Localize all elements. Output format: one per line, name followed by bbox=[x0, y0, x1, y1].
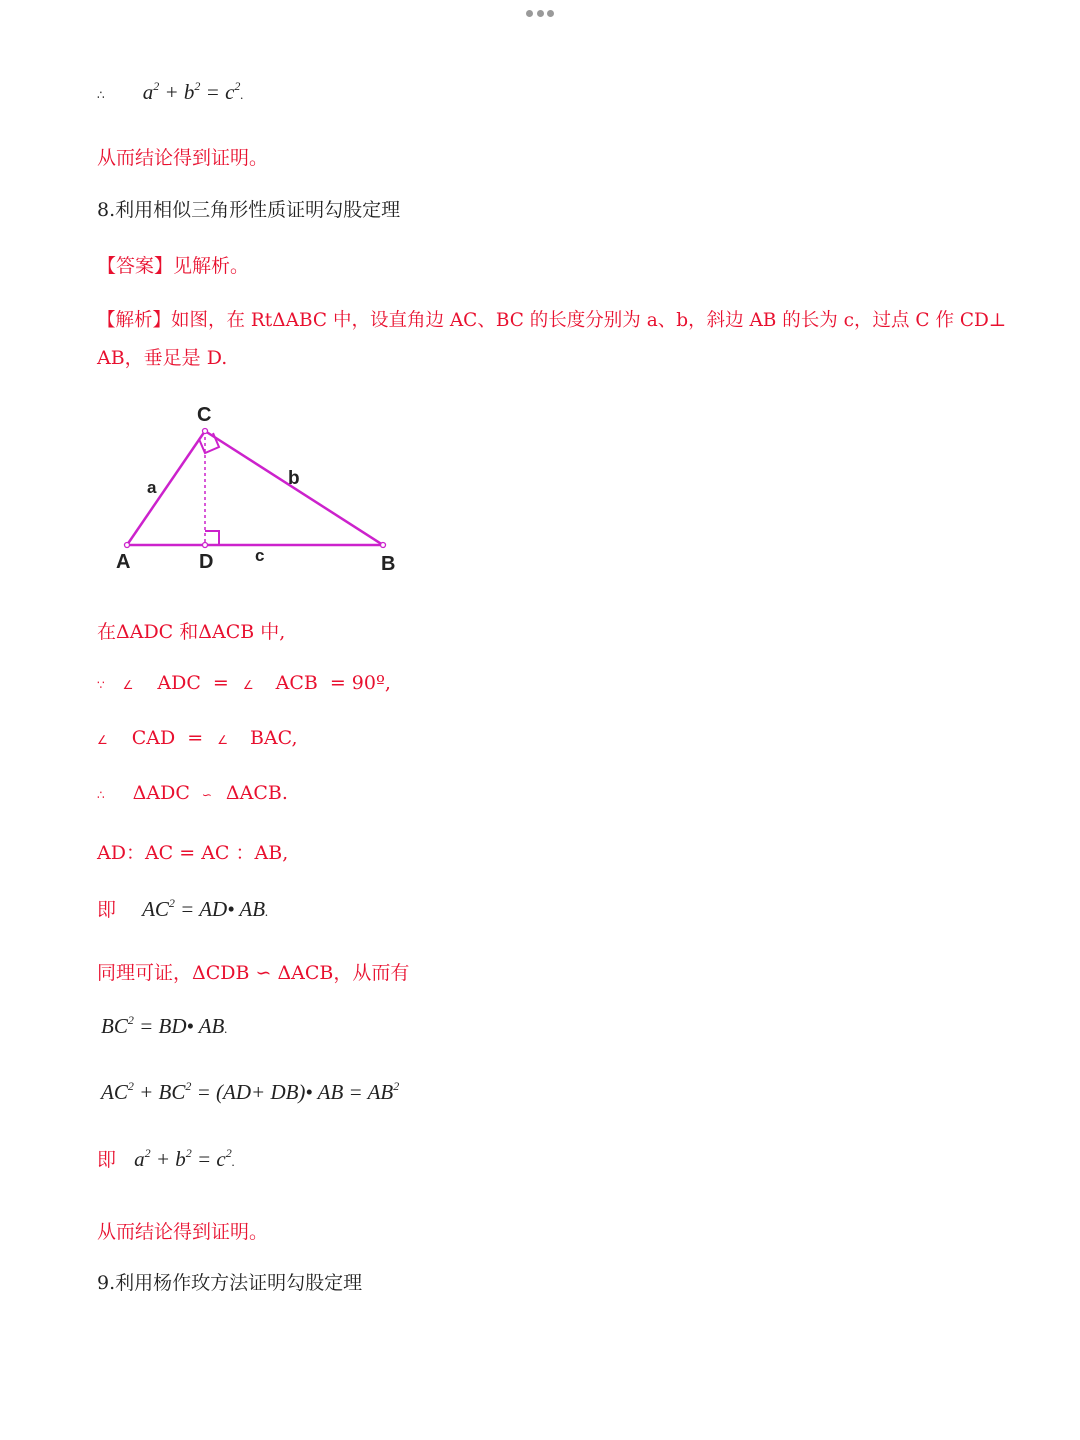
more-options-icon[interactable] bbox=[526, 7, 554, 19]
proof-line-5: AD：AC = AC ：AB, bbox=[97, 842, 289, 864]
question-9-title: 9.利用杨作玫方法证明勾股定理 bbox=[97, 1272, 363, 1294]
proof-conclusion: 从而结论得到证明。 bbox=[97, 1221, 269, 1243]
proof-line-10: 即 $a^2 + b^2 = c^2$. bbox=[97, 1146, 235, 1171]
point-d bbox=[203, 543, 208, 548]
label-a-vertex: A bbox=[116, 551, 131, 573]
analysis-line-2: AB，垂足是 D. bbox=[97, 347, 228, 369]
conclusion-text: 从而结论得到证明。 bbox=[97, 147, 269, 169]
answer-text: 【答案】见解析。 bbox=[97, 255, 250, 277]
therefore-symbol: ∴ bbox=[97, 88, 105, 102]
proof-line-2: ∵ ∠ ADC = ∠ ACB = 90º, bbox=[97, 672, 391, 694]
label-b-vertex: B bbox=[381, 553, 396, 575]
proof-line-4: ∴ ΔADC ∽ ΔACB. bbox=[97, 782, 288, 804]
label-c-side: c bbox=[255, 546, 265, 565]
label-b: b bbox=[288, 468, 300, 489]
side-a-line bbox=[127, 431, 205, 545]
proof-line-9: $AC^2 + BC^2 = (AD+$ DB)• AB = $AB^2$ bbox=[101, 1079, 400, 1104]
point-a bbox=[125, 543, 130, 548]
point-c bbox=[203, 429, 208, 434]
right-triangle-figure bbox=[105, 395, 425, 585]
label-d: D bbox=[199, 551, 214, 573]
therefore-line bbox=[97, 80, 244, 105]
question-8-title: 8.利用相似三角形性质证明勾股定理 bbox=[97, 199, 401, 221]
label-a: a bbox=[147, 478, 157, 497]
proof-line-1: 在ΔADC 和ΔACB 中, bbox=[97, 621, 286, 643]
point-b bbox=[381, 543, 386, 548]
proof-line-3: ∠ CAD = ∠ BAC, bbox=[97, 727, 298, 749]
analysis-line-1: 【解析】如图，在 RtΔABC 中，设直角边 AC、BC 的长度分别为 a、b，斜边 AB 的长为 c，过点 C 作 CD⊥ bbox=[97, 310, 1007, 331]
pythagorean-equation: $a^2 + b^2 = c^2$. bbox=[142, 79, 244, 104]
proof-line-7: 同理可证，ΔCDB ∽ ΔACB，从而有 bbox=[97, 962, 410, 984]
proof-line-6: 即 $AC^2$ = AD• AB. bbox=[97, 896, 269, 921]
label-c: C bbox=[197, 404, 212, 426]
proof-line-8: $BC^2$ = BD• AB. bbox=[101, 1013, 228, 1038]
